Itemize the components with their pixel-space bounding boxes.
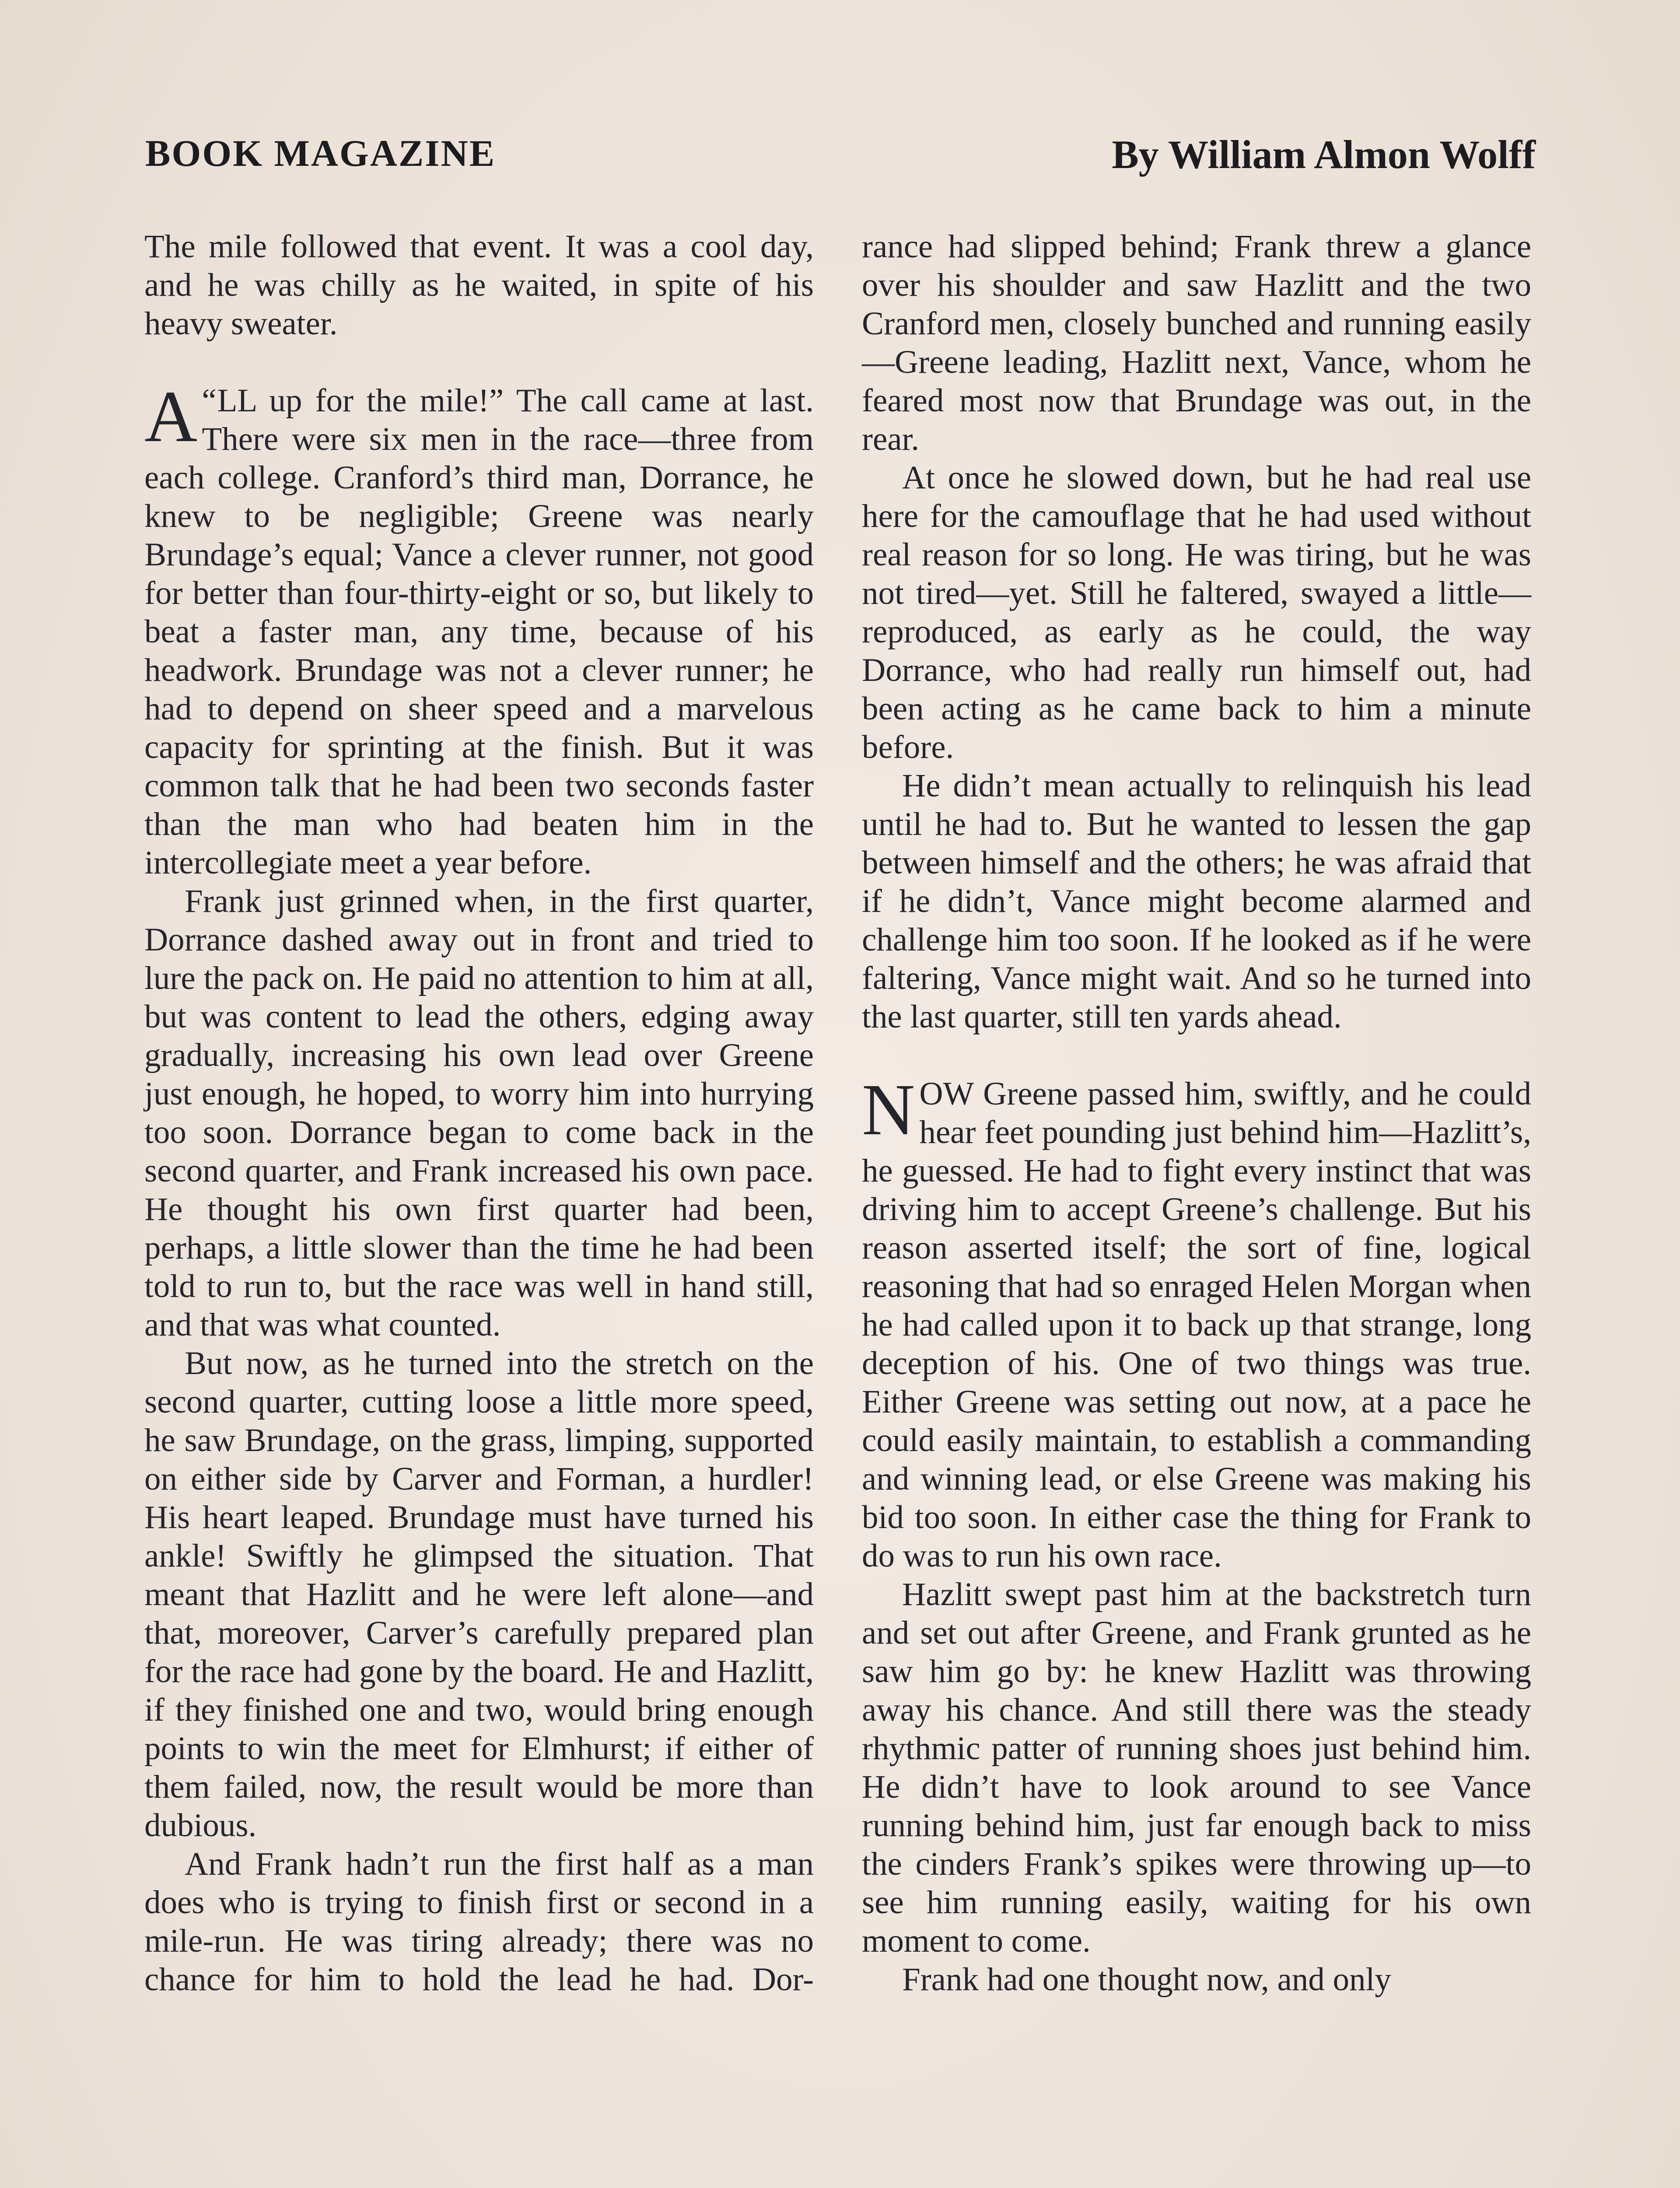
paragraph: He didn’t mean actually to relinquish his lead until he had to. But he wanted to lessen the gap between himself and the others; he was afraid that if he didn’t, Vance might become alarmed and challenge him too soon. If he looked as if he were faltering, Vance might wait. And so he turned into the last quarter, still ten yards ahead. (862, 768, 1531, 1035)
section-start-paragraph (144, 376, 814, 882)
paragraph: And Frank hadn’t run the first half as a man does who is trying to finish first or second in a mile-run. He was tiring already; there was no chance for him to hold the lead he had. Dor- (144, 1846, 814, 1998)
section-text: LL up for the mile!” The call came at last. There were six men in the race—three from each college. Cranford’s third man, Dorrance, he knew to be negligible; Greene was nearly Brundage’s equal; Vance a clever runner, not good for better than four-thirty-eight or so, but likely to beat a faster man, any time, because of his headwork. Brundage was not a clever runner; he had to depend on sheer speed and a marvelous capacity for sprinting at the finish. But it was common talk that he had been two seconds faster than the man who had beaten him in the intercollegiate meet a year before. (144, 382, 814, 881)
open-quote: “ (202, 382, 217, 419)
magazine-title: BOOK MAGAZINE (145, 132, 496, 174)
section-start-paragraph (862, 1069, 1531, 1575)
right-column (862, 228, 1531, 1999)
paragraph: The mile followed that event. It was a cool day, and he was chilly as he waited, in spite of his heavy sweater. (144, 228, 814, 342)
paragraph: rance had slipped behind; Frank threw a glance over his shoulder and saw Hazlitt and the two Cranford men, closely bunched and running easily—Greene leading, Hazlitt next, Vance, whom he feared most now that Brundage was out, in the rear. (862, 228, 1531, 457)
drop-cap: A (144, 376, 198, 457)
paragraph: At once he slowed down, but he had real use here for the camouflage that he had used without real reason for so long. He was tiring, but he was not tired—yet. Still he faltered, swayed a little—reproduced, as early as he could, the way Dorrance, who had really run himself out, had been acting as he came back to him a minute before. (862, 459, 1531, 765)
paragraph: Hazlitt swept past him at the backstretch turn and set out after Greene, and Frank grunted as he saw him go by: he knew Hazlitt was throwing away his chance. And still there was the steady rhythmic patter of running shoes just behind him. He didn’t have to look around to see Vance running behind him, just far enough back to miss the cinders Frank’s spikes were throwing up—to see him running easily, waiting for his own moment to come. (862, 1576, 1531, 1959)
section-text: OW Greene passed him, swiftly, and he could hear feet pounding just behind him—Hazlitt’s, he guessed. He had to fight every instinct that was driving him to accept Greene’s challenge. But his reason asserted itself; the sort of fine, logical reasoning that had so enraged Helen Morgan when he had called upon it to back up that strange, long deception of his. One of two things was true. Either Greene was setting out now, at a pace he could easily maintain, to establish a commanding and winning lead, or else Greene was making his bid too soon. In either case the thing for Frank to do was to run his own race. (862, 1076, 1531, 1574)
author-byline: By William Almon Wolff (1112, 132, 1536, 177)
drop-cap: N (862, 1069, 915, 1150)
paragraph: Frank had one thought now, and only (902, 1961, 1391, 1998)
left-column (144, 228, 814, 1999)
paragraph: Frank just grinned when, in the first quarter, Dorrance dashed away out in front and tried to lure the pack on. He paid no attention to him at all, but was content to lead the others, edging away gradually, increasing his own lead over Greene just enough, he hoped, to worry him into hurrying too soon. Dorrance began to come back in the second quarter, and Frank increased his own pace. He thought his own first quarter had been, perhaps, a little slower than the time he had been told to run to, but the race was well in hand still, and that was what counted. (144, 883, 814, 1343)
paragraph: But now, as he turned into the stretch on the second quarter, cutting loose a little more speed, he saw Brundage, on the grass, limping, supported on either side by Carver and Forman, a hurdler! His heart leaped. Brundage must have turned his ankle! Swiftly he glimpsed the situation. That meant that Hazlitt and he were left alone—and that, moreover, Carver’s carefully prepared plan for the race had gone by the board. He and Hazlitt, if they finished one and two, would bring enough points to win the meet for Elmhurst; if either of them failed, now, the result would be more than dubious. (144, 1345, 814, 1844)
